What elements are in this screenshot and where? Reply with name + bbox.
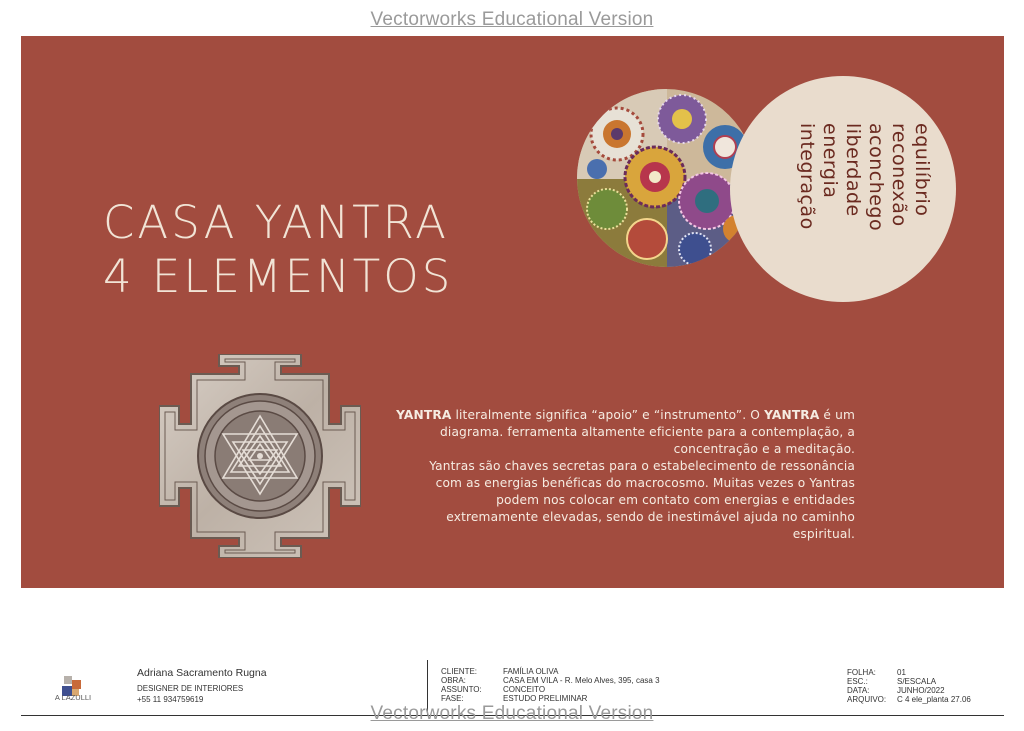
- project-value: CASA EM VILA - R. Melo Alves, 395, casa 3: [503, 676, 660, 685]
- sheet-info-block: [847, 668, 971, 704]
- designer-info: [137, 667, 267, 705]
- sri-yantra-image: [159, 354, 361, 558]
- sheet-key: DATA:: [847, 686, 870, 695]
- values-circle: [730, 76, 956, 302]
- sheet-key: ESC.:: [847, 677, 868, 686]
- designer-role: DESIGNER DE INTERIORES: [137, 684, 244, 693]
- desc-line-7: extremamente elevadas, sendo de inestimável ajuda no caminho: [446, 510, 855, 524]
- desc-line-3: concentração e a meditação.: [673, 442, 855, 456]
- desc-mid-bold: YANTRA: [764, 408, 820, 422]
- sheet-row-data: [847, 686, 971, 695]
- desc-line-2: diagrama. ferramenta altamente eficiente para a contemplação, a: [440, 425, 855, 439]
- desc-line-6: podem nos colocar em contato com energias e entidades: [496, 493, 855, 507]
- sheet-value: 01: [897, 668, 906, 677]
- watermark-bottom: Vectorworks Educational Version: [370, 703, 654, 724]
- value-word-1: equilíbrio: [911, 123, 933, 217]
- desc-line-8: espiritual.: [792, 527, 855, 541]
- watermark-top: Vectorworks Educational Version: [370, 9, 654, 30]
- value-word-6: integração: [796, 123, 818, 230]
- project-value: ESTUDO PRELIMINAR: [503, 694, 588, 703]
- sheet-value: C 4 ele_planta 27.06: [897, 695, 971, 704]
- designer-phone: +55 11 934759619: [137, 695, 204, 704]
- project-row-fase: [441, 694, 660, 703]
- project-info-block: [441, 667, 660, 703]
- desc-line-5: com as energias benéficas do macrocosmo. Muitas vezes o Yantras: [435, 476, 855, 490]
- mandala-artwork-image: [577, 89, 755, 267]
- project-key: CLIENTE:: [441, 667, 478, 676]
- sheet-row-folha: [847, 668, 971, 677]
- value-word-2: reconexão: [888, 123, 910, 227]
- sheet-key: FOLHA:: [847, 668, 876, 677]
- project-value: CONCEITO: [503, 685, 546, 694]
- sheet-key: ARQUIVO:: [847, 695, 887, 704]
- value-word-3: aconchego: [865, 123, 887, 232]
- project-key: OBRA:: [441, 676, 466, 685]
- logo-text: A LAZULLI: [54, 693, 92, 702]
- project-key: FASE:: [441, 694, 464, 703]
- value-word-4: liberdade: [842, 123, 864, 217]
- project-value: FAMÍLIA OLIVA: [503, 667, 559, 676]
- title-line-2: 4 ELEMENTOS: [103, 250, 454, 303]
- concept-panel: [21, 36, 1004, 588]
- title-line-1: CASA YANTRA: [103, 196, 449, 249]
- sheet-value: JUNHO/2022: [897, 686, 945, 695]
- sheet-value: S/ESCALA: [897, 677, 937, 686]
- project-key: ASSUNTO:: [441, 685, 482, 694]
- project-row-assunto: [441, 685, 660, 694]
- value-word-5: energia: [819, 123, 841, 199]
- desc-lead-rest: literalmente significa “apoio” e “instrumento”. O: [451, 408, 765, 422]
- project-row-obra: [441, 676, 660, 685]
- desc-line1-end: é um: [819, 408, 855, 422]
- sheet-row-escala: [847, 677, 971, 686]
- designer-name: Adriana Sacramento Rugna: [137, 667, 267, 679]
- desc-lead-bold: YANTRA: [396, 408, 452, 422]
- yantra-description: [381, 407, 855, 543]
- project-title: [103, 196, 453, 304]
- project-row-client: [441, 667, 660, 676]
- desc-line-4: Yantras são chaves secretas para o estabelecimento de ressonância: [429, 459, 855, 473]
